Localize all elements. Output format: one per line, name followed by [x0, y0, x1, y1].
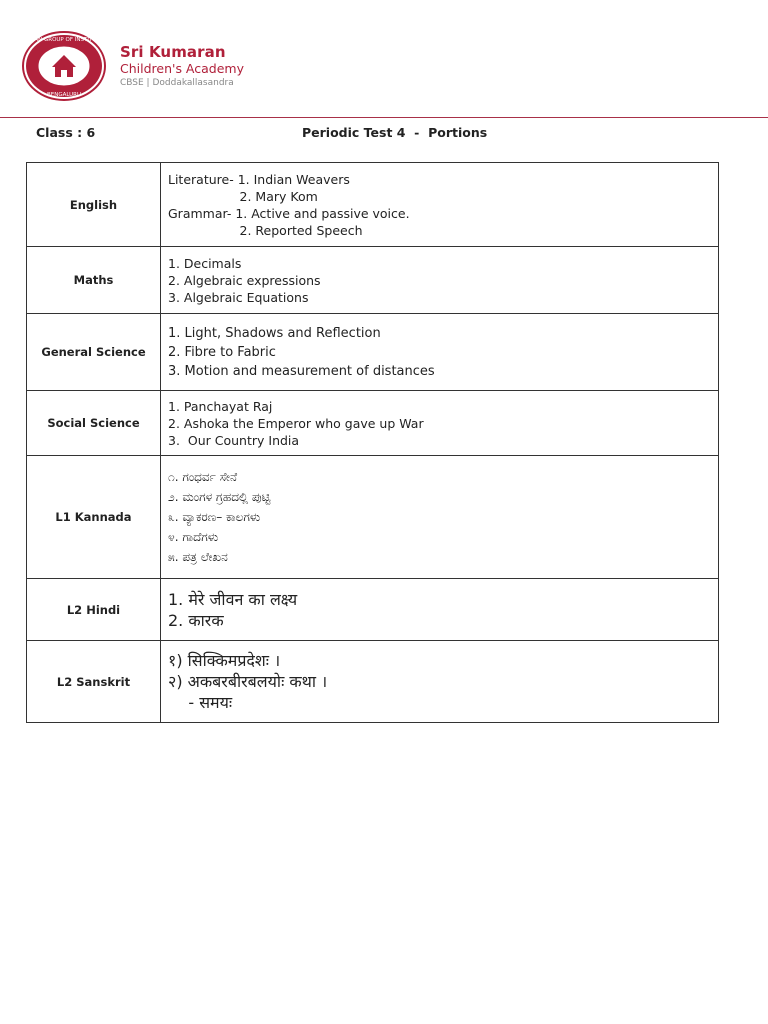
topic-line: 1. मेरे जीवन का लक्ष्य — [168, 589, 298, 609]
table-row-english — [27, 163, 719, 247]
topic-line: 1. Panchayat Raj — [168, 398, 273, 414]
table-row-kannada — [27, 456, 719, 579]
subject-cell: L2 Sanskrit — [27, 641, 161, 723]
topic-line: 3. Our Country India — [168, 432, 300, 448]
topic-line: Grammar- 1. Active and passive voice. — [168, 205, 410, 221]
topic-line: Literature- 1. Indian Weavers — [168, 171, 350, 187]
subject-cell: General Science — [27, 314, 161, 391]
topic-line: 2. Mary Kom — [168, 188, 318, 204]
school-crest-icon — [14, 31, 114, 101]
brand-tagline: CBSE | Doddakallasandra — [120, 78, 234, 88]
topic-line: ೧. ಗಂಧರ್ವ ಸೇನೆ — [168, 470, 238, 484]
topic-line: ೪. ಗಾದೆಗಳು — [168, 530, 219, 544]
table-row-general-science — [27, 314, 719, 391]
subject-cell: L1 Kannada — [27, 456, 161, 579]
header-divider — [0, 117, 768, 118]
topic-line: 1. Decimals — [168, 255, 242, 271]
subject-cell: Maths — [27, 247, 161, 314]
table-row-sanskrit — [27, 641, 719, 723]
topic-line: 3. Motion and measurement of distances — [168, 363, 435, 379]
topic-line: 2. Ashoka the Emperor who gave up War — [168, 415, 424, 431]
brand-block — [120, 44, 244, 89]
topic-line: 2. कारक — [168, 610, 224, 630]
topic-line: ೩. ವ್ಯಾಕರಣ– ಕಾಲಗಳು — [168, 510, 261, 524]
table-row-hindi — [27, 579, 719, 641]
subject-cell: Social Science — [27, 391, 161, 456]
logo-text-bottom: BENGALURU — [46, 92, 82, 98]
topic-line: 2. Fibre to Fabric — [168, 344, 276, 360]
table-row-social-science — [27, 391, 719, 456]
brand-name: Sri Kumaran — [120, 43, 226, 61]
topic-line: 3. Algebraic Equations — [168, 289, 309, 305]
class-label: Class : 6 — [36, 125, 96, 140]
logo-text-top: KUMARAN GROUP OF INSTITUTIONS — [14, 37, 114, 43]
topics-cell — [161, 641, 719, 723]
table-row-maths — [27, 247, 719, 314]
test-title: Periodic Test 4 - Portions — [302, 125, 488, 140]
page-header — [0, 0, 768, 118]
topics-cell — [161, 391, 719, 456]
portions-table — [26, 162, 719, 723]
topic-line: २) अकबरबीरबलयोः कथा । — [168, 672, 328, 691]
topics-cell — [161, 456, 719, 579]
topics-cell — [161, 579, 719, 641]
brand-subtitle: Children's Academy — [120, 61, 244, 76]
topics-cell — [161, 163, 719, 247]
topics-cell — [161, 314, 719, 391]
topics-cell — [161, 247, 719, 314]
subject-cell: L2 Hindi — [27, 579, 161, 641]
topic-line: 1. Light, Shadows and Reflection — [168, 325, 381, 341]
topic-line: ೨. ಮಂಗಳ ಗ್ರಹದಲ್ಲಿ ಪುಟ್ಟಿ — [168, 490, 271, 504]
topic-line: 2. Reported Speech — [168, 222, 363, 238]
topic-line: 2. Algebraic expressions — [168, 272, 321, 288]
subject-cell: English — [27, 163, 161, 247]
topic-line: ೫. ಪತ್ರ ಲೇಖನ — [168, 550, 228, 564]
topic-line: - समयः — [168, 693, 233, 712]
topic-line: १) सिक्किमप्रदेशः । — [168, 651, 281, 670]
